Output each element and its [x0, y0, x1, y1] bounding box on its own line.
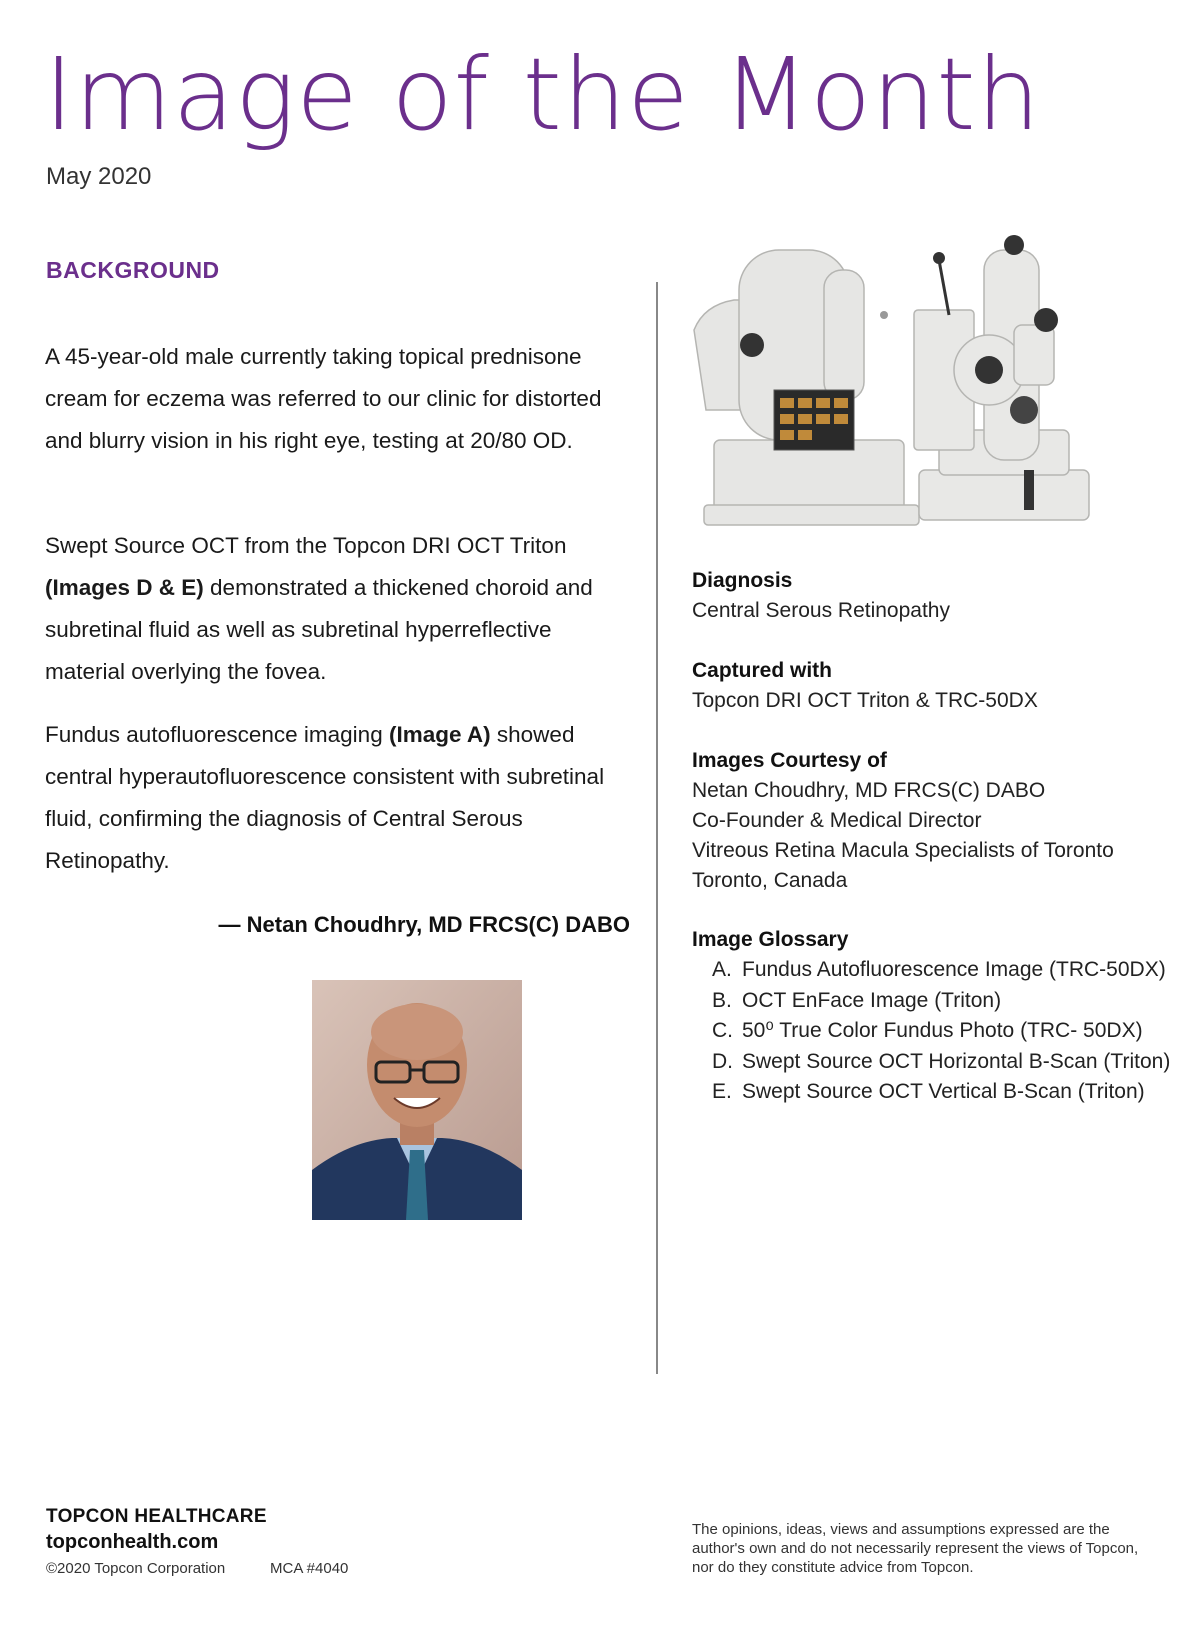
courtesy-line: Toronto, Canada — [692, 869, 848, 892]
glossary-text: Fundus Autofluorescence Image (TRC-50DX) — [742, 958, 1166, 981]
paragraph-2-text-cont: demonstrated a thickened choroid and subretinal fluid as well as subretinal hyperreflective material overlying the fovea. — [45, 575, 593, 684]
background-paragraph-1: A 45-year-old male currently taking topical prednisone cream for eczema was referred to our clinic for distorted and blurry vision in his right eye, testing at 20/80 OD. — [45, 344, 602, 453]
glossary-text: Swept Source OCT Horizontal B-Scan (Triton) — [742, 1049, 1171, 1073]
glossary-letter: A. — [712, 958, 732, 981]
glossary-text: Swept Source OCT Vertical B-Scan (Triton) — [742, 1080, 1145, 1103]
portrait-image — [312, 980, 522, 1220]
list-item — [712, 986, 1182, 1017]
footer-disclaimer: The opinions, ideas, views and assumptions expressed are the author's own and do not necessarily represent the views of Topcon, nor do they constitute advice from Topcon. — [692, 1521, 1139, 1576]
image-a-reference: (Image A) — [388, 722, 491, 747]
glossary-heading-block — [692, 925, 1172, 955]
courtesy-heading: Images Courtesy of — [692, 749, 887, 772]
captured-heading: Captured with — [692, 659, 832, 682]
glossary-text: 50⁰ True Color Fundus Photo (TRC- 50DX) — [742, 1019, 1143, 1042]
glossary-list — [712, 955, 1182, 1108]
glossary-letter: D. — [712, 1049, 733, 1073]
glossary-letter: C. — [712, 1019, 733, 1042]
topcon-devices-illustration — [684, 230, 1124, 560]
issue-date: May 2020 — [46, 163, 152, 190]
glossary-letter: B. — [712, 988, 732, 1012]
column-divider — [656, 282, 658, 1374]
footer-copyright: ©2020 Topcon Corporation — [46, 1560, 226, 1577]
footer-mca-number: MCA #4040 — [270, 1560, 349, 1577]
glossary-text: OCT EnFace Image (Triton) — [742, 988, 1002, 1012]
background-paragraph-2 — [45, 525, 625, 693]
glossary-heading: Image Glossary — [692, 928, 849, 951]
author-byline: — Netan Choudhry, MD FRCS(C) DABO — [218, 912, 630, 937]
page-title: Image of the Month — [44, 36, 1042, 153]
paragraph-2-text: Swept Source OCT from the Topcon DRI OCT Triton — [45, 533, 567, 558]
diagnosis-block — [692, 566, 1172, 626]
courtesy-line: Co-Founder & Medical Director — [692, 809, 982, 832]
images-d-e-reference: (Images D & E) — [45, 575, 204, 600]
captured-value: Topcon DRI OCT Triton & TRC-50DX — [692, 689, 1038, 712]
list-item — [712, 1077, 1182, 1108]
footer-brand: TOPCON HEALTHCARE — [46, 1506, 267, 1527]
list-item — [712, 1016, 1182, 1047]
courtesy-line: Netan Choudhry, MD FRCS(C) DABO — [692, 779, 1046, 802]
courtesy-block — [692, 746, 1172, 896]
glossary-letter: E. — [712, 1080, 732, 1103]
background-paragraph-3 — [45, 714, 625, 882]
footer-website-link[interactable]: topconhealth.com — [46, 1531, 219, 1553]
diagnosis-heading: Diagnosis — [692, 569, 793, 592]
author-portrait — [312, 980, 522, 1220]
paragraph-3-text: Fundus autofluorescence imaging — [45, 722, 389, 747]
paragraph-3-text-cont: showed central hyperautofluorescence consistent with subretinal fluid, confirming the diagnosis of Central Serous Retinopathy. — [45, 722, 605, 873]
background-heading: BACKGROUND — [46, 257, 220, 283]
courtesy-line: Vitreous Retina Macula Specialists of Toronto — [692, 839, 1114, 862]
list-item — [712, 955, 1182, 986]
list-item — [712, 1047, 1182, 1078]
diagnosis-value: Central Serous Retinopathy — [692, 599, 950, 622]
device-photo — [684, 230, 1124, 560]
captured-block — [692, 656, 1172, 716]
